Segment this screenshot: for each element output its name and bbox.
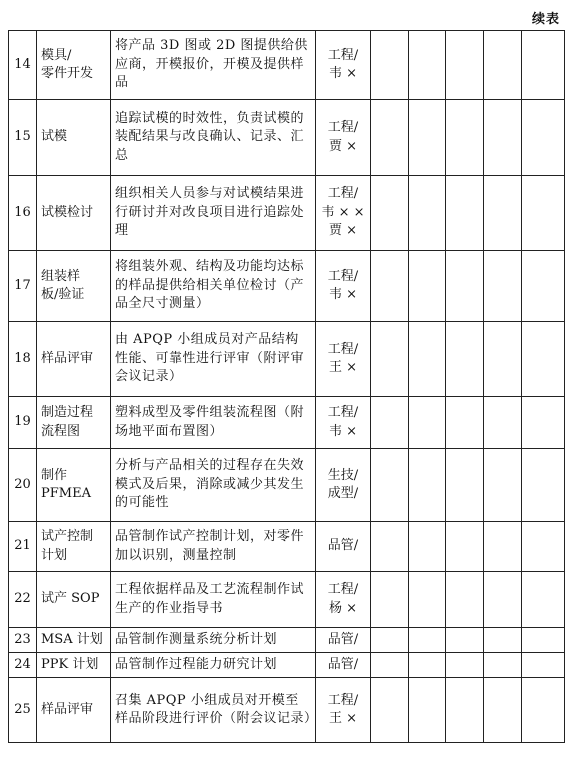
item-name-line: 样品评审 bbox=[41, 350, 94, 366]
owner-line: 韦 × bbox=[328, 287, 358, 302]
blank-cell bbox=[484, 449, 522, 522]
owner-line: 工程/ bbox=[327, 341, 359, 357]
blank-cell bbox=[409, 31, 446, 100]
blank-cell bbox=[522, 653, 565, 678]
item-description: 工程依据样品及工艺流程制作试生产的作业指导书 bbox=[111, 572, 316, 628]
owner-line: 成型/ bbox=[327, 486, 359, 501]
owner-line: 贾 × bbox=[328, 223, 358, 239]
plan-table-body bbox=[9, 31, 565, 743]
row-number: 24 bbox=[9, 653, 37, 678]
owner-line: 工程/ bbox=[327, 582, 359, 598]
row-number: 16 bbox=[9, 176, 37, 251]
item-name bbox=[37, 31, 111, 100]
responsible-owner bbox=[316, 251, 371, 322]
blank-cell bbox=[522, 572, 565, 628]
table-row bbox=[9, 397, 565, 449]
blank-cell bbox=[484, 572, 522, 628]
row-number: 20 bbox=[9, 449, 37, 522]
item-description: 塑料成型及零件组装流程图（附场地平面布置图） bbox=[111, 397, 316, 449]
owner-line: 工程/ bbox=[327, 120, 359, 136]
blank-cell bbox=[522, 678, 565, 743]
responsible-owner bbox=[316, 653, 371, 678]
table-row bbox=[9, 176, 565, 251]
responsible-owner bbox=[316, 572, 371, 628]
blank-cell bbox=[371, 522, 409, 572]
item-name bbox=[37, 449, 111, 522]
table-row bbox=[9, 31, 565, 100]
blank-cell bbox=[409, 397, 446, 449]
responsible-owner bbox=[316, 628, 371, 653]
blank-cell bbox=[409, 628, 446, 653]
item-name-line: 试产控制 bbox=[41, 529, 94, 545]
responsible-owner bbox=[316, 31, 371, 100]
table-row bbox=[9, 628, 565, 653]
blank-cell bbox=[409, 522, 446, 572]
blank-cell bbox=[522, 449, 565, 522]
blank-cell bbox=[371, 653, 409, 678]
table-row bbox=[9, 322, 565, 397]
owner-line: 贾 × bbox=[328, 138, 358, 154]
blank-cell bbox=[371, 628, 409, 653]
blank-cell bbox=[522, 176, 565, 251]
row-number: 19 bbox=[9, 397, 37, 449]
owner-line: 韦 × bbox=[328, 66, 358, 81]
blank-cell bbox=[484, 397, 522, 449]
responsible-owner bbox=[316, 176, 371, 251]
blank-cell bbox=[446, 628, 484, 653]
item-name-line: 样品评审 bbox=[41, 701, 94, 717]
blank-cell bbox=[446, 176, 484, 251]
blank-cell bbox=[371, 31, 409, 100]
item-name bbox=[37, 522, 111, 572]
responsible-owner bbox=[316, 322, 371, 397]
owner-line: 韦 × bbox=[328, 423, 358, 439]
responsible-owner bbox=[316, 397, 371, 449]
blank-cell bbox=[522, 251, 565, 322]
blank-cell bbox=[522, 322, 565, 397]
blank-cell bbox=[371, 572, 409, 628]
table-row bbox=[9, 653, 565, 678]
item-name-line: 制造过程 bbox=[41, 405, 94, 421]
item-name-line: PPK 计划 bbox=[41, 656, 99, 672]
responsible-owner bbox=[316, 522, 371, 572]
item-name-line: 制作 bbox=[41, 467, 68, 483]
owner-line: 工程/ bbox=[327, 186, 359, 202]
blank-cell bbox=[484, 251, 522, 322]
blank-cell bbox=[484, 522, 522, 572]
item-description: 召集 APQP 小组成员对开模至样品阶段进行评价（附会议记录） bbox=[111, 678, 316, 743]
owner-line: 品管/ bbox=[327, 631, 359, 647]
blank-cell bbox=[409, 251, 446, 322]
owner-line: 品管/ bbox=[327, 656, 359, 672]
row-number: 22 bbox=[9, 572, 37, 628]
blank-cell bbox=[371, 397, 409, 449]
row-number: 14 bbox=[9, 31, 37, 100]
item-name bbox=[37, 628, 111, 653]
row-number: 15 bbox=[9, 100, 37, 176]
row-number: 25 bbox=[9, 678, 37, 743]
responsible-owner bbox=[316, 449, 371, 522]
item-name bbox=[37, 100, 111, 176]
owner-line: 工程/ bbox=[327, 692, 359, 708]
row-number: 23 bbox=[9, 628, 37, 653]
blank-cell bbox=[371, 678, 409, 743]
blank-cell bbox=[409, 322, 446, 397]
blank-cell bbox=[522, 31, 565, 100]
blank-cell bbox=[484, 100, 522, 176]
item-name bbox=[37, 251, 111, 322]
blank-cell bbox=[409, 100, 446, 176]
table-row bbox=[9, 678, 565, 743]
owner-line: 品管/ bbox=[327, 538, 359, 554]
blank-cell bbox=[409, 572, 446, 628]
item-name-line: 试模 bbox=[41, 129, 68, 145]
item-description: 品管制作过程能力研究计划 bbox=[111, 653, 316, 678]
blank-cell bbox=[409, 678, 446, 743]
blank-cell bbox=[522, 397, 565, 449]
item-description: 将组装外观、结构及功能均达标的样品提供给相关单位检讨（产品全尺寸测量） bbox=[111, 251, 316, 322]
blank-cell bbox=[446, 449, 484, 522]
blank-cell bbox=[522, 522, 565, 572]
owner-line: 王 × bbox=[328, 711, 358, 726]
blank-cell bbox=[484, 628, 522, 653]
item-name bbox=[37, 397, 111, 449]
table-row bbox=[9, 449, 565, 522]
item-name-line: MSA 计划 bbox=[41, 631, 103, 647]
blank-cell bbox=[446, 522, 484, 572]
blank-cell bbox=[446, 322, 484, 397]
table-row bbox=[9, 522, 565, 572]
owner-line: 工程/ bbox=[327, 47, 359, 63]
blank-cell bbox=[484, 653, 522, 678]
item-name-line: 模具/ bbox=[41, 47, 72, 63]
row-number: 18 bbox=[9, 322, 37, 397]
owner-line: 杨 × bbox=[328, 600, 358, 616]
item-name bbox=[37, 322, 111, 397]
item-name-line: PFMEA bbox=[41, 486, 91, 501]
owner-line: 工程/ bbox=[327, 405, 359, 421]
blank-cell bbox=[446, 572, 484, 628]
table-row bbox=[9, 572, 565, 628]
blank-cell bbox=[522, 628, 565, 653]
blank-cell bbox=[446, 251, 484, 322]
blank-cell bbox=[484, 176, 522, 251]
row-number: 17 bbox=[9, 251, 37, 322]
item-description: 品管制作试产控制计划，对零件加以识别，测量控制 bbox=[111, 522, 316, 572]
blank-cell bbox=[446, 678, 484, 743]
blank-cell bbox=[409, 176, 446, 251]
item-description: 分析与产品相关的过程存在失效模式及后果，消除或减少其发生的可能性 bbox=[111, 449, 316, 522]
apqp-plan-table bbox=[8, 30, 565, 743]
blank-cell bbox=[484, 31, 522, 100]
item-description: 由 APQP 小组成员对产品结构性能、可靠性进行评审（附评审会议记录） bbox=[111, 322, 316, 397]
item-description: 组织相关人员参与对试模结果进行研讨并对改良项目进行追踪处理 bbox=[111, 176, 316, 251]
item-name-line: 流程图 bbox=[41, 423, 81, 439]
owner-line: 韦 × × bbox=[321, 204, 365, 220]
item-name bbox=[37, 678, 111, 743]
responsible-owner bbox=[316, 678, 371, 743]
blank-cell bbox=[446, 31, 484, 100]
blank-cell bbox=[371, 100, 409, 176]
blank-cell bbox=[371, 251, 409, 322]
blank-cell bbox=[522, 100, 565, 176]
owner-line: 生技/ bbox=[327, 467, 359, 483]
item-name-line: 组装样 bbox=[41, 268, 81, 284]
blank-cell bbox=[446, 397, 484, 449]
blank-cell bbox=[409, 449, 446, 522]
item-description: 品管制作测量系统分析计划 bbox=[111, 628, 316, 653]
owner-line: 工程/ bbox=[327, 268, 359, 284]
blank-cell bbox=[371, 322, 409, 397]
item-name-line: 板/验证 bbox=[41, 287, 85, 302]
blank-cell bbox=[484, 322, 522, 397]
blank-cell bbox=[371, 449, 409, 522]
item-name bbox=[37, 653, 111, 678]
blank-cell bbox=[371, 176, 409, 251]
continued-label: 续表 bbox=[531, 12, 560, 27]
blank-cell bbox=[446, 100, 484, 176]
owner-line: 王 × bbox=[328, 360, 358, 375]
blank-cell bbox=[446, 653, 484, 678]
item-name-line: 试模检讨 bbox=[41, 204, 94, 220]
item-description: 追踪试模的时效性，负责试模的装配结果与改良确认、记录、汇总 bbox=[111, 100, 316, 176]
row-number: 21 bbox=[9, 522, 37, 572]
blank-cell bbox=[484, 678, 522, 743]
item-name-line: 试产 SOP bbox=[41, 591, 100, 607]
blank-cell bbox=[409, 653, 446, 678]
item-name bbox=[37, 176, 111, 251]
item-name-line: 计划 bbox=[41, 547, 68, 563]
item-description: 将产品 3D 图或 2D 图提供给供应商，开模报价，开模及提供样品 bbox=[111, 31, 316, 100]
responsible-owner bbox=[316, 100, 371, 176]
item-name-line: 零件开发 bbox=[41, 66, 94, 81]
item-name bbox=[37, 572, 111, 628]
table-row bbox=[9, 251, 565, 322]
table-row bbox=[9, 100, 565, 176]
